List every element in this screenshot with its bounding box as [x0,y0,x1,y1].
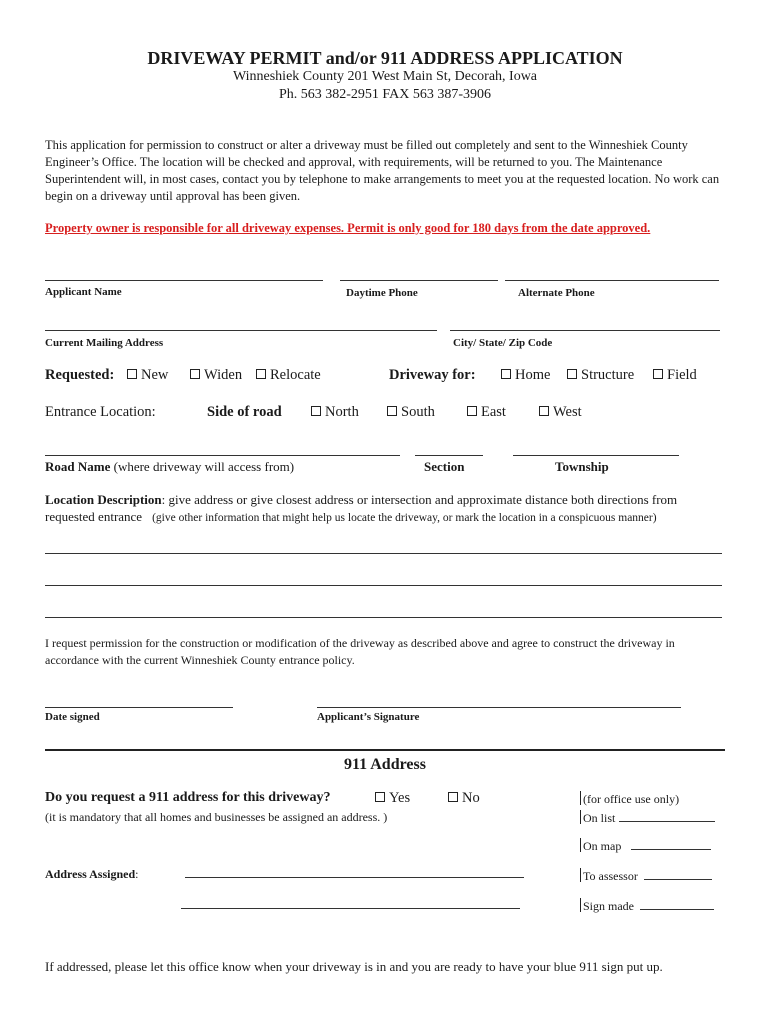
widen-option-label: Widen [204,367,243,383]
expense-notice: Property owner is responsible for all driveway expenses. Permit is only good for 180 days from the date approved. [45,221,651,235]
address-911-question: Do you request a 911 address for this driveway? [45,790,331,805]
intro-paragraph: This application for permission to construct or alter a driveway must be filled out completely and sent to the Winneshiek County Engineer’s Office. The location will be checked and approval, with requirements, will be returned to you. The Maintenance Superintendent will, in most cases, contact you by telephone to make arrangements to meet you at the requested location. No work can begin on a driveway until approval has been given. [45,138,720,203]
alternate-phone-label: Alternate Phone [518,287,595,299]
side-of-road-label: Side of road [207,404,282,420]
applicant-signature-label: Applicant’s Signature [317,711,420,723]
address-911-heading: 911 Address [344,756,426,773]
checkbox-icon [256,369,266,379]
form-title: DRIVEWAY PERMIT and/or 911 ADDRESS APPLICATION [147,48,623,68]
location-description [45,492,677,508]
section-label: Section [424,459,465,474]
road-name-note: (where driveway will access from) [110,459,295,474]
mandatory-note: (it is mandatory that all homes and businesses be assigned an address. ) [45,810,388,824]
address-assigned-label [45,867,138,882]
address-assigned-text: Address Assigned [45,867,136,881]
to-assessor-item [580,868,712,884]
to-assessor-label: To assessor [583,869,638,883]
section-field[interactable] [415,455,483,456]
request-statement: I request permission for the construction or modification of the driveway as described above and agree to construct the driveway in accordance with the current Winneshiek County entrance policy. [45,636,675,667]
east-option-label: East [481,404,506,420]
address-assigned-colon: : [135,867,139,881]
requested-entrance-text: requested entrance [45,509,143,524]
checkbox-icon [539,406,549,416]
widen-checkbox[interactable] [190,367,242,384]
checkbox-icon [387,406,397,416]
home-option-label: Home [515,367,551,383]
east-checkbox[interactable] [467,404,506,421]
checkbox-icon [375,792,385,802]
entrance-location-label: Entrance Location: [45,404,156,420]
structure-checkbox[interactable] [567,367,634,384]
south-checkbox[interactable] [387,404,435,421]
west-option-label: West [553,404,582,420]
on-map-label: On map [583,839,622,853]
bracket-icon [580,791,581,805]
office-use-label [580,791,679,807]
address-assigned-field-1[interactable] [185,877,524,878]
checkbox-icon [567,369,577,379]
on-map-field[interactable] [631,839,711,850]
footer-note: If addressed, please let this office know when your driveway is in and you are ready to have your blue 911 sign put up. [45,959,663,974]
location-line-3[interactable] [45,617,722,618]
yes-checkbox[interactable] [375,790,410,807]
relocate-option-label: Relocate [270,367,321,383]
location-help-text: (give other information that might help us locate the driveway, or mark the location in a conspicuous manner) [152,512,657,524]
relocate-checkbox[interactable] [256,367,321,384]
city-state-zip-field[interactable] [450,330,720,331]
mailing-address-field[interactable] [45,330,437,331]
office-use-text: (for office use only) [583,792,680,806]
yes-option-label: Yes [389,790,411,806]
road-name-label [45,459,294,475]
location-description-text: : give address or give closest address or intersection and approximate distance both directions from [161,492,678,507]
date-signed-field[interactable] [45,707,233,708]
city-state-zip-label: City/ State/ Zip Code [453,337,553,349]
applicant-signature-field[interactable] [317,707,681,708]
county-address: Winneshiek County 201 West Main St, Decorah, Iowa [232,69,538,84]
checkbox-icon [467,406,477,416]
daytime-phone-field[interactable] [340,280,498,281]
township-label: Township [555,459,609,474]
bracket-icon [580,868,581,882]
location-line-2[interactable] [45,585,722,586]
on-list-label: On list [583,811,616,825]
bracket-icon [580,838,581,852]
north-option-label: North [325,404,359,420]
checkbox-icon [501,369,511,379]
checkbox-icon [448,792,458,802]
no-option-label: No [462,790,480,806]
bracket-icon [580,810,581,824]
home-checkbox[interactable] [501,367,550,384]
section-divider [45,749,725,751]
checkbox-icon [653,369,663,379]
new-option-label: New [141,367,169,383]
on-list-item [580,810,715,826]
requested-label: Requested: [45,367,115,383]
alternate-phone-field[interactable] [505,280,719,281]
location-description-label: Location Description [45,492,162,507]
daytime-phone-label: Daytime Phone [346,287,418,299]
applicant-name-label: Applicant Name [45,286,122,298]
new-checkbox[interactable] [127,367,168,384]
mailing-address-label: Current Mailing Address [45,337,164,349]
no-checkbox[interactable] [448,790,480,807]
field-checkbox[interactable] [653,367,697,384]
driveway-for-label: Driveway for: [389,367,476,383]
field-option-label: Field [667,367,697,383]
checkbox-icon [127,369,137,379]
checkbox-icon [190,369,200,379]
sign-made-field[interactable] [640,899,714,910]
structure-option-label: Structure [581,367,635,383]
date-signed-label: Date signed [45,711,100,723]
sign-made-item [580,898,714,914]
road-name-field[interactable] [45,455,400,456]
road-name-bold: Road Name [45,459,111,474]
sign-made-label: Sign made [583,899,634,913]
address-assigned-field-2[interactable] [181,908,520,909]
township-field[interactable] [513,455,679,456]
location-description-line2 [45,509,657,525]
applicant-name-field[interactable] [45,280,323,281]
north-checkbox[interactable] [311,404,359,421]
on-map-item [580,838,711,854]
on-list-field[interactable] [619,811,715,822]
bracket-icon [580,898,581,912]
south-option-label: South [401,404,435,420]
to-assessor-field[interactable] [644,869,712,880]
phone-fax: Ph. 563 382-2951 FAX 563 387-3906 [278,87,492,102]
checkbox-icon [311,406,321,416]
location-line-1[interactable] [45,553,722,554]
west-checkbox[interactable] [539,404,582,421]
